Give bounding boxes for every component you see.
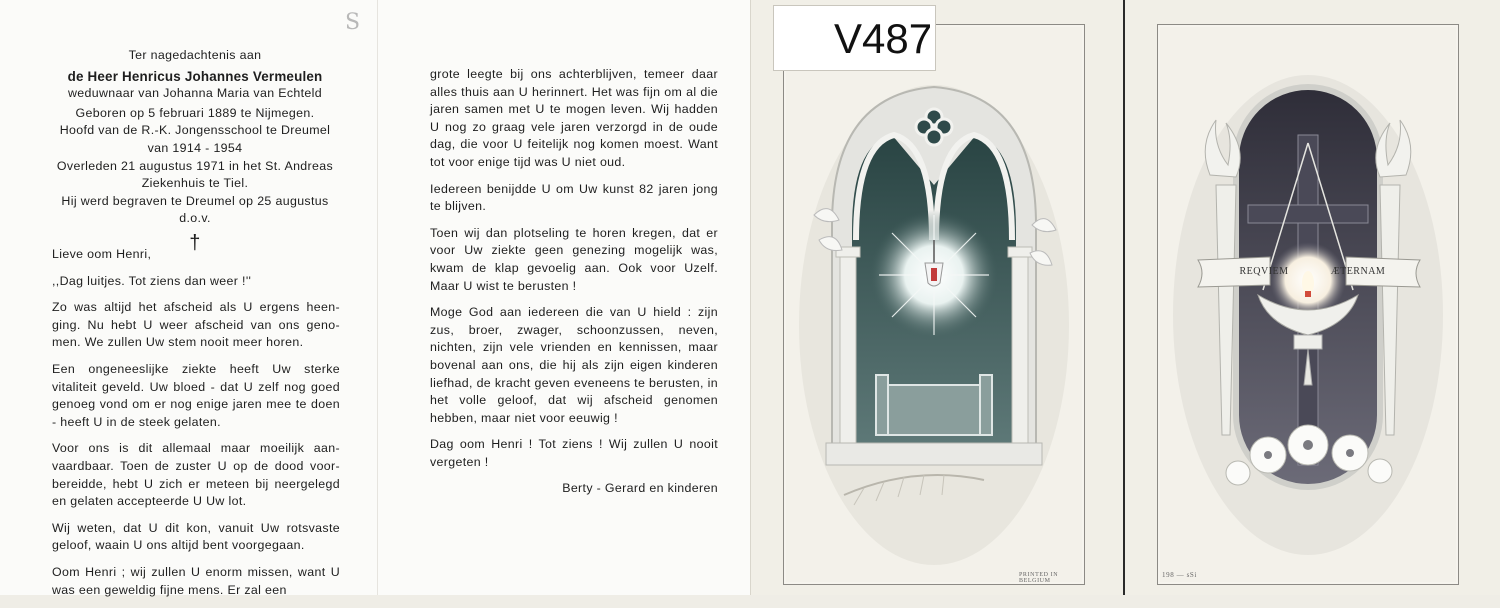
signature: Berty - Gerard en kinderen bbox=[562, 481, 718, 496]
letter-paragraph: Dag oom Henri ! Tot ziens ! Wij zullen U nooit vergeten ! bbox=[430, 437, 718, 469]
letter-body-left bbox=[52, 246, 340, 608]
letter-paragraph: Een ongeneeslijke ziekte heeft Uw sterke vitaliteit geveld. Uw bloed - dat U zelf nog goed genoeg vond om er nog enige jaren mee te doen - heeft U in de steek gelaten. bbox=[52, 361, 340, 429]
banner-right-text: ÆTERNAM bbox=[1330, 266, 1386, 277]
cross-lamp-illustration bbox=[1158, 25, 1458, 584]
letter-paragraph: Voor ons is dit allemaal maar moeilijk aan- vaardbaar. Toen de zuster U op de dood voor- bereidde, hebt U zich er meteen bij neergelegd en gelaten accepteerde U Uw lot. bbox=[52, 441, 340, 509]
card-front-right bbox=[1125, 0, 1500, 595]
letter-paragraph: Moge God aan iedereen die van U hield : zijn zus, broer, zwager, schoonzussen, neven, nichten, zijn vele vrienden en kennissen, maar bovenal aan ons, die hij als zijn eigen kinderen liefhad, de kracht geven eveneens te berusten, in het volle geloof, dat wij afscheid genomen hebben, maar niet voor eeuwig ! bbox=[430, 305, 718, 425]
dov-line: d.o.v. bbox=[179, 211, 211, 226]
letter-paragraph: Iedereen benijdde U om Uw kunst 82 jaren jong te blijven. bbox=[430, 181, 718, 214]
letter-paragraph: Wij weten, dat U dit kon, vanuit Uw rotsvaste geloof, waain U ons altijd bent voorgegaan. bbox=[52, 520, 340, 553]
deceased-name: de Heer Henricus Johannes Vermeulen bbox=[67, 68, 323, 84]
banner-left-text: REQVIEM bbox=[1239, 266, 1289, 277]
widower-line: weduwnaar van Johanna Maria van Echteld bbox=[67, 86, 323, 101]
altar-icon bbox=[876, 375, 992, 435]
pencil-mark: S bbox=[345, 10, 361, 35]
in-memory-line: Ter nagedachtenis aan bbox=[128, 48, 262, 62]
left-text-page bbox=[0, 0, 378, 595]
letter-paragraph: grote leegte bij ons achterblijven, temeer daar alles thuis aan U herinnert. Het was fijn om al die jaren samen met U te mogen leven. Wij hadden U nog zo graag vele jaren verzorgd in de oude dag, die voor U feitelijk nog komen moest. Want tot voor enige tijd was U niet oud. bbox=[430, 67, 718, 169]
letter-paragraph: Toen wij dan plotseling te horen kregen, dat er voor Uw ziekte geen genezing mogelijk was, kwam de klap gevoelig aan. Ook voor Uzelf. Maar U wist te berusten ! bbox=[430, 225, 718, 293]
headmaster-line: Hoofd van de R.-K. Jongensschool te Dreumel bbox=[59, 123, 331, 138]
memorial-header bbox=[40, 47, 350, 260]
salutation: Lieve oom Henri, bbox=[52, 247, 152, 261]
letter-body-right bbox=[430, 66, 718, 507]
letter-paragraph: Oom Henri ; wij zullen U enorm missen, want U was een geweldig fijne mens. Er zal een bbox=[52, 564, 340, 597]
letter-paragraph: Zo was altijd het afscheid als U ergens heen- ging. Nu hebt U weer afscheid van ons geno- men. We zullen Uw stem nooit meer horen. bbox=[52, 300, 340, 350]
printed-in-belgium: PRINTED IN BELGIUM bbox=[1019, 572, 1059, 584]
cross-symbol: † bbox=[189, 231, 201, 254]
death-line: Overleden 21 augustus 1971 in het St. Andreas bbox=[56, 158, 334, 173]
headmaster-years: van 1914 - 1954 bbox=[147, 140, 243, 155]
right-text-page bbox=[378, 0, 750, 595]
catalog-label: V487 bbox=[773, 5, 936, 71]
burial-line: Hij werd begraven te Dreumel op 25 augustus bbox=[61, 193, 329, 208]
gothic-niche-illustration bbox=[784, 25, 1084, 584]
card-frame bbox=[1157, 24, 1459, 585]
birth-line: Geboren op 5 februari 1889 te Nijmegen. bbox=[75, 105, 315, 120]
letter-paragraph: ,,Dag luitjes. Tot ziens dan weer !'' bbox=[52, 273, 252, 288]
card-front-left bbox=[750, 0, 1126, 595]
hospital-line: Ziekenhuis te Tiel. bbox=[141, 176, 249, 191]
card-code: 198 — sSi bbox=[1162, 571, 1197, 579]
card-frame bbox=[783, 24, 1085, 585]
